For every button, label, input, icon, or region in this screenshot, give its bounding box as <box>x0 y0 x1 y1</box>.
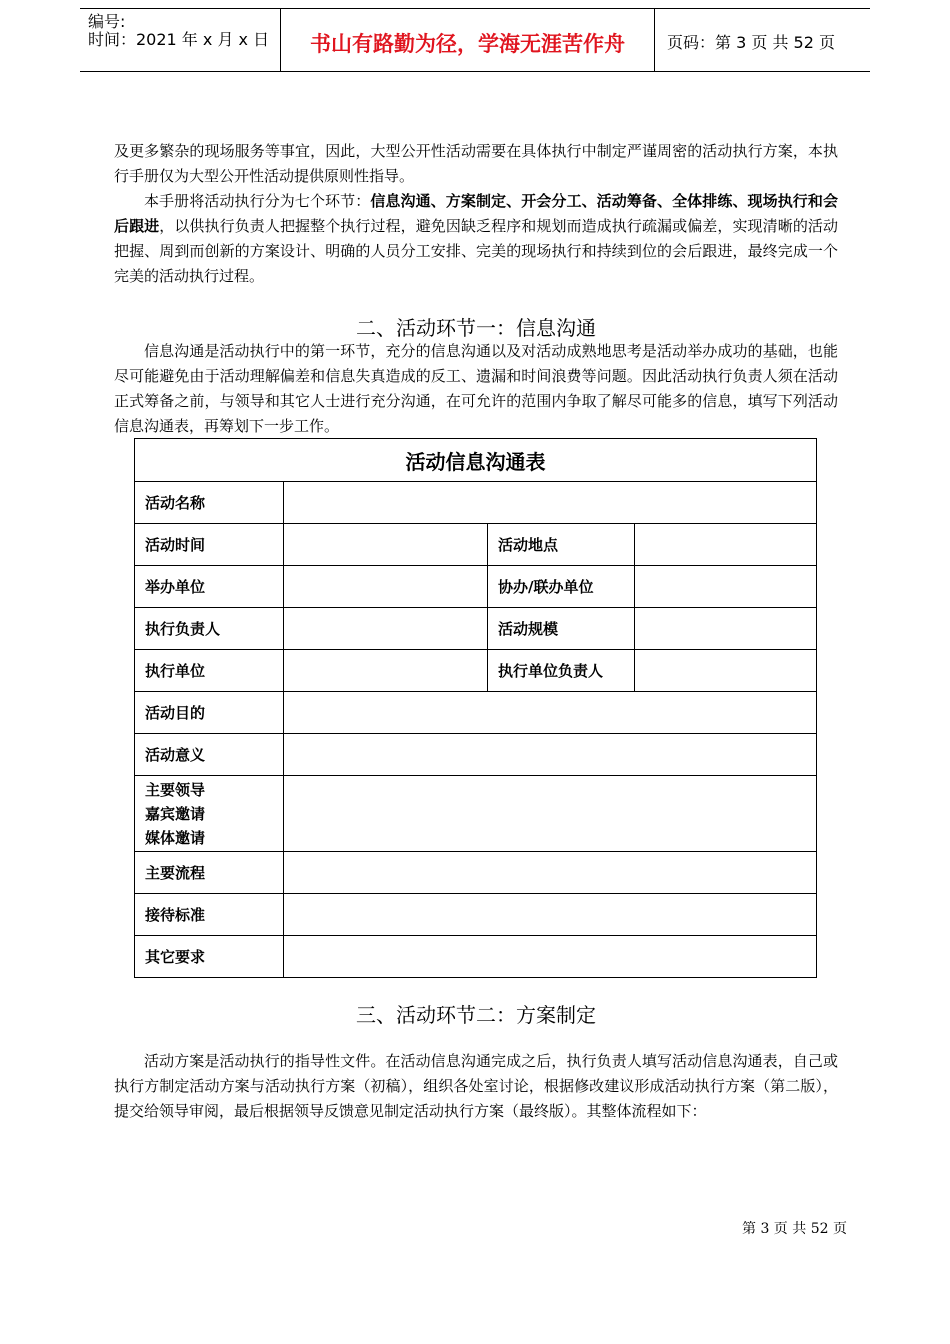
section-2-body: 信息沟通是活动执行中的第一环节，充分的信息沟通以及对活动成熟地思考是活动举办成功的基础，也能尽可能避免由于活动理解偏差和信息失真造成的反工、遗漏和时间浪费等问题。因此活动执行负责人须在活动正式筹备之前，与领导和其它人士进行充分沟通，在可允许的范围内争取了解尽可能多的信息，填写下列活动信息沟通表，再筹划下一步工作。 <box>114 342 838 435</box>
field-activity-name[interactable] <box>284 482 817 524</box>
field-activity-purpose[interactable] <box>284 692 817 734</box>
field-exec-unit[interactable] <box>284 650 488 692</box>
section-3-heading: 三、活动环节二：方案制定 <box>356 1003 596 1027</box>
label-host-unit: 举办单位 <box>135 566 284 608</box>
label-media-invitation: 媒体邀请 <box>145 828 206 847</box>
label-activity-time: 活动时间 <box>135 524 284 566</box>
label-cohost-unit: 协办/联办单位 <box>488 566 635 608</box>
field-exec-unit-lead[interactable] <box>635 650 817 692</box>
label-reception-standard: 接待标准 <box>135 894 284 936</box>
field-cohost-unit[interactable] <box>635 566 817 608</box>
intro-paragraph-2 <box>114 189 838 289</box>
label-activity-name: 活动名称 <box>135 482 284 524</box>
field-other-requirements[interactable] <box>284 936 817 978</box>
label-main-leaders: 主要领导 <box>145 780 206 799</box>
activity-info-table <box>134 438 817 978</box>
field-activity-scale[interactable] <box>635 608 817 650</box>
label-activity-scale: 活动规模 <box>488 608 635 650</box>
document-number-label: 编号: <box>88 12 126 31</box>
label-exec-unit-lead: 执行单位负责人 <box>488 650 635 692</box>
footer-page-number: 第 3 页 共 52 页 <box>742 1221 847 1237</box>
field-reception-standard[interactable] <box>284 894 817 936</box>
label-exec-lead: 执行负责人 <box>135 608 284 650</box>
field-activity-meaning[interactable] <box>284 734 817 776</box>
field-guests[interactable] <box>284 776 817 852</box>
label-main-flow: 主要流程 <box>135 852 284 894</box>
header-meta-cell <box>80 9 281 71</box>
intro-paragraph-1: 及更多繁杂的现场服务等事宜，因此，大型公开性活动需要在具体执行中制定严谨周密的活动执行方案，本执行手册仅为大型公开性活动提供原则性指导。 <box>114 142 838 185</box>
label-activity-meaning: 活动意义 <box>135 734 284 776</box>
label-other-requirements: 其它要求 <box>135 936 284 978</box>
field-main-flow[interactable] <box>284 852 817 894</box>
field-activity-place[interactable] <box>635 524 817 566</box>
section-3-body: 活动方案是活动执行的指导性文件。在活动信息沟通完成之后，执行负责人填写活动信息沟通表，自己或执行方制定活动方案与活动执行方案（初稿），组织各处室讨论，根据修改建议形成活动执行方案（第二版），提交给领导审阅，最后根据领导反馈意见制定活动执行方案（最终版）。其整体流程如下： <box>114 1052 838 1120</box>
section-2-heading: 二、活动环节一：信息沟通 <box>356 316 596 340</box>
header-motto-cell <box>281 9 655 71</box>
page-header <box>80 8 870 72</box>
document-date-label: 时间：2021 年 x 月 x 日 <box>88 30 270 49</box>
label-activity-place: 活动地点 <box>488 524 635 566</box>
label-activity-purpose: 活动目的 <box>135 692 284 734</box>
header-page-number: 页码：第 3 页 共 52 页 <box>667 33 835 52</box>
field-activity-time[interactable] <box>284 524 488 566</box>
intro-p2-text-b: ，以供执行负责人把握整个执行过程，避免因缺乏程序和规划而造成执行疏漏或偏差，实现清晰的活动把握、周到而创新的方案设计、明确的人员分工安排、完美的现场执行和持续到位的会后跟进，最终完成一个完美的活动执行过程。 <box>114 217 838 285</box>
intro-p2-bold-steps: 信息沟通、方案制定、开会分工、活动筹备、全体排练、现场执行和会后跟进 <box>114 192 838 235</box>
label-guests <box>135 776 284 852</box>
table-title: 活动信息沟通表 <box>135 439 817 482</box>
field-exec-lead[interactable] <box>284 608 488 650</box>
header-motto: 书山有路勤为径，学海无涯苦作舟 <box>310 32 625 56</box>
field-host-unit[interactable] <box>284 566 488 608</box>
label-guest-invitation: 嘉宾邀请 <box>145 804 206 823</box>
header-page-cell <box>655 9 870 71</box>
intro-p2-text-a: 本手册将活动执行分为七个环节： <box>144 192 371 210</box>
label-exec-unit: 执行单位 <box>135 650 284 692</box>
